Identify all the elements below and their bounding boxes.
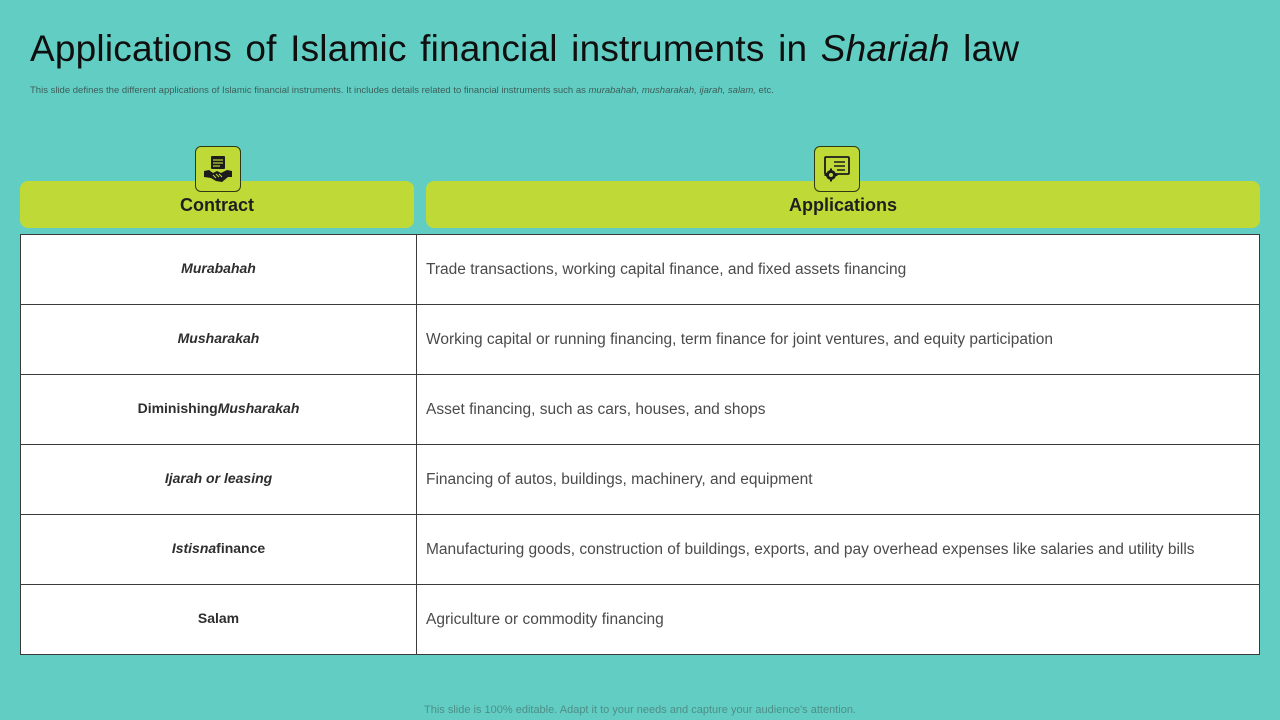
table-row: [21, 304, 1259, 374]
subtitle-emphasis: murabahah, musharakah, ijarah, salam,: [588, 85, 756, 96]
contract-cell: Ijarah or leasing: [21, 445, 417, 514]
contract-cell: Salam: [21, 585, 417, 654]
application-cell: Working capital or running financing, term finance for joint ventures, and equity participation: [426, 330, 1053, 348]
contract-cell: Murabahah: [21, 235, 417, 305]
application-cell: Manufacturing goods, construction of buildings, exports, and pay overhead expenses like salaries and utility bills: [426, 540, 1195, 558]
page-subtitle: [30, 85, 774, 96]
application-cell: Agriculture or commodity financing: [426, 610, 664, 628]
footer-note: This slide is 100% editable. Adapt it to your needs and capture your audience's attention.: [424, 704, 856, 716]
contract-cell: Diminishing Musharakah: [21, 375, 417, 444]
table-row: [21, 235, 1259, 305]
page-title: [30, 28, 1019, 70]
contract-cell: Musharakah: [21, 305, 417, 374]
application-cell: Asset financing, such as cars, houses, and shops: [426, 400, 766, 418]
subtitle-text-end: etc.: [755, 85, 774, 96]
application-cell: Trade transactions, working capital finance, and fixed assets financing: [426, 261, 907, 278]
table-row: [21, 444, 1259, 514]
title-emphasis: Shariah: [820, 28, 950, 69]
contract-header-label: Contract: [179, 195, 254, 215]
handshake-document-icon: [195, 146, 241, 192]
table-row: [21, 584, 1259, 654]
table-row: [21, 514, 1259, 584]
application-cell: Financing of autos, buildings, machinery, and equipment: [426, 470, 813, 488]
contract-cell: Istisna finance: [21, 515, 417, 584]
title-text-end: law: [949, 28, 1020, 69]
applications-header-label: Applications: [788, 195, 897, 215]
subtitle-text: This slide defines the different applications of Islamic financial instruments. It includes details related to financial instruments such as: [30, 85, 589, 96]
title-text: Applications of Islamic financial instruments in: [30, 28, 821, 69]
certificate-gear-icon: [814, 146, 860, 192]
table-row: [21, 374, 1259, 444]
contracts-table: [20, 234, 1260, 655]
